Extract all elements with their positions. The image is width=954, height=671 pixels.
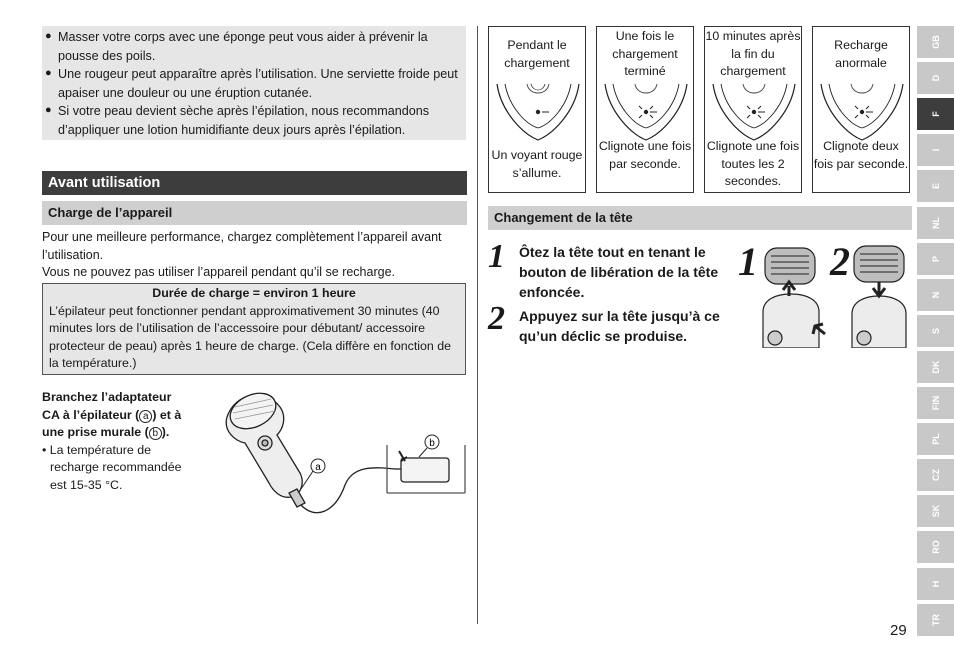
- language-tab-label: CZ: [930, 469, 941, 482]
- language-tab-pl[interactable]: [917, 423, 954, 455]
- language-tab-label: GB: [930, 35, 941, 49]
- language-tab-dk[interactable]: [917, 351, 954, 383]
- status-bottom: Un voyant rouge s’allume.: [491, 148, 583, 180]
- connect-line-2: [42, 407, 202, 425]
- language-tab-label: H: [930, 580, 941, 587]
- language-tab-label: FIN: [930, 395, 941, 411]
- head-change-title: Changement de la tête: [488, 206, 912, 230]
- step-text: Ôtez la tête tout en tenant le bouton de libération de la tête enfoncée.: [519, 244, 719, 300]
- connect-instruction: [42, 389, 202, 494]
- intro-text-2: Vous ne pouvez pas utiliser l’appareil pendant qu’il se recharge.: [42, 265, 396, 279]
- step-number: 1: [488, 238, 505, 275]
- status-box-after-10min: [704, 26, 802, 193]
- connect-line-3b: ).: [161, 425, 170, 439]
- status-box-charged: [596, 26, 694, 193]
- connect-line-2b: ) et à: [152, 407, 182, 422]
- language-tab-label: RO: [930, 540, 941, 555]
- language-tab-n[interactable]: [917, 279, 954, 311]
- tips-list: [42, 26, 466, 140]
- language-tab-label: PL: [930, 433, 941, 445]
- language-tab-label: S: [930, 327, 941, 334]
- charging-illustration: [205, 385, 475, 520]
- language-tab-ro[interactable]: [917, 531, 954, 563]
- connect-line-1: Branchez l’adaptateur: [42, 390, 172, 404]
- language-tab-d[interactable]: [917, 62, 954, 94]
- page-number: 29: [890, 622, 907, 639]
- language-tab-cz[interactable]: [917, 459, 954, 491]
- language-tab-label: SK: [930, 505, 941, 518]
- label-a: a: [315, 462, 321, 473]
- language-tab-i[interactable]: [917, 134, 954, 166]
- head-removal-figure: [755, 242, 830, 348]
- connect-line-3: [42, 424, 202, 442]
- status-bottom: Clignote deux fois par seconde.: [813, 139, 909, 171]
- tip-item: ● Masser votre corps avec une éponge peut vous aider à prévenir la pousse des poils.: [48, 28, 460, 65]
- language-tab-label: E: [930, 183, 941, 190]
- status-bottom: Clignote une fois toutes les 2 secondes.: [706, 139, 800, 188]
- connect-line-2a: CA à l’épilateur (: [42, 407, 140, 422]
- note-body: L’épilateur peut fonctionner pendant approximativement 30 minutes (40 minutes lors de l’utilisation de l’accessoire pour débutant/ accessoire protecteur de peau) après 1 heure de charge. (Cela diffère en fonction de la température.): [49, 303, 452, 370]
- step-number: 2: [488, 300, 505, 337]
- subsection-title: Charge de l’appareil: [42, 201, 467, 225]
- language-tab-sk[interactable]: [917, 495, 954, 527]
- led-blink-slow-icon: [709, 82, 799, 142]
- head-attach-figure: [846, 242, 912, 348]
- status-top: Une fois le chargement terminé: [612, 29, 678, 78]
- intro-text-1: Pour une meilleure performance, chargez complètement l’appareil avant l’utilisation.: [42, 230, 442, 262]
- connect-line-3a: une prise murale (: [42, 425, 149, 439]
- section-title: Avant utilisation: [42, 171, 467, 195]
- status-top: Pendant le chargement: [504, 38, 570, 70]
- language-tab-label: I: [930, 149, 941, 152]
- language-tab-label: N: [930, 291, 941, 298]
- language-tab-nl[interactable]: [917, 207, 954, 239]
- temperature-note: • La température de recharge recommandée est 15-35 °C.: [42, 442, 182, 492]
- label-b: b: [429, 438, 435, 449]
- language-tab-h[interactable]: [917, 568, 954, 600]
- language-tab-gb[interactable]: [917, 26, 954, 58]
- language-tab-label: TR: [930, 613, 941, 626]
- figure-number: 2: [830, 239, 850, 284]
- led-charging-icon: [493, 82, 583, 142]
- language-tab-fin[interactable]: [917, 387, 954, 419]
- language-tab-label: NL: [930, 216, 941, 229]
- column-divider: [477, 26, 478, 624]
- charge-time-note: [42, 283, 466, 375]
- tip-item: ● Si votre peau devient sèche après l’épilation, nous recommandons d’appliquer une lotion humidifiante deux jours après l’épilation.: [48, 102, 460, 139]
- status-top: 10 minutes après la fin du chargement: [705, 29, 801, 78]
- status-bottom: Clignote une fois par seconde.: [598, 139, 692, 171]
- mark-b: b: [149, 427, 162, 440]
- figure-number: 1: [738, 239, 758, 284]
- status-box-abnormal: [812, 26, 910, 193]
- led-blink-fast-icon: [817, 82, 907, 142]
- tip-item: ● Une rougeur peut apparaître après l’utilisation. Une serviette froide peut apaiser une douleur ou une éruption cutanée.: [48, 65, 460, 102]
- language-tab-p[interactable]: [917, 243, 954, 275]
- led-blink-icon: [601, 82, 691, 142]
- status-box-charging: [488, 26, 586, 193]
- mark-a: a: [139, 410, 152, 423]
- step-text: Appuyez sur la tête jusqu’à ce qu’un déclic se produise.: [519, 308, 720, 344]
- language-tab-label: D: [930, 74, 941, 82]
- language-tab-label: F: [930, 111, 941, 117]
- note-title: Durée de charge = environ 1 heure: [152, 286, 356, 300]
- language-tab-label: P: [930, 255, 941, 262]
- language-tab-s[interactable]: [917, 315, 954, 347]
- status-top: Recharge anormale: [834, 38, 888, 70]
- language-tab-f[interactable]: [917, 98, 954, 130]
- language-tab-e[interactable]: [917, 170, 954, 202]
- language-tab-tr[interactable]: [917, 604, 954, 636]
- language-tab-label: DK: [930, 360, 941, 374]
